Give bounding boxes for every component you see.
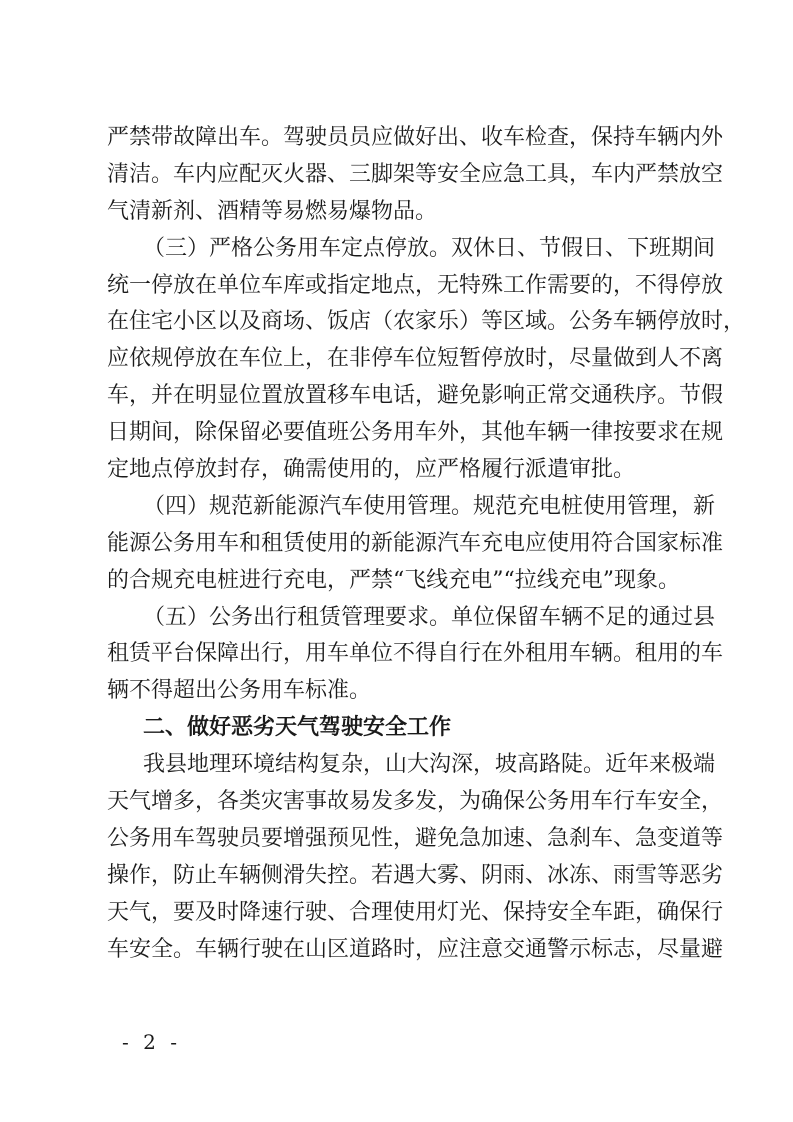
text-line: 天气，要及时降速行驶、合理使用灯光、保持安全车距，确保行 [107,899,724,925]
text-line: 辆不得超出公务用车标准。 [107,678,372,704]
section-heading [107,710,691,747]
text-line: 天气增多，各类灾害事故易发多发，为确保公务用车行车安全， [107,789,724,815]
text-line: 能源公务用车和租赁使用的新能源汽车充电应使用符合国家标准 [107,530,724,556]
text-line: 在住宅小区以及商场、饭店（农家乐）等区域。公务车辆停放时， [107,309,746,335]
paragraph [107,489,724,600]
text-line: 公务用车驾驶员要增强预见性，避免急加速、急刹车、急变道等 [107,825,724,851]
text-line: 操作，防止车辆侧滑失控。若遇大雾、阴雨、冰冻、雨雪等恶劣 [107,862,724,888]
text-line: （四）规范新能源汽车使用管理。规范充电桩使用管理，新 [143,493,716,519]
text-line: 统一停放在单位车库或指定地点，无特殊工作需要的，不得停放 [107,272,724,298]
text-line: 清洁。车内应配灭火器、三脚架等安全应急工具，车内严禁放空 [107,161,724,187]
text-line: （五）公务出行租赁管理要求。单位保留车辆不足的通过县 [143,604,716,630]
text-line: 应依规停放在车位上，在非停车位短暂停放时，尽量做到人不离 [107,346,724,372]
text-line: 二、做好恶劣天气驾驶安全工作 [143,715,452,741]
text-line: 车安全。车辆行驶在山区道路时，应注意交通警示标志，尽量避 [107,936,724,962]
paragraph [107,231,746,489]
text-line: 的合规充电桩进行充电，严禁“飞线充电”“拉线充电”现象。 [107,567,680,593]
text-line: 气清新剂、酒精等易燃易爆物品。 [107,198,438,224]
document-body [107,120,746,968]
text-line: （三）严格公务用车定点停放。双休日、节假日、下班期间 [143,235,716,261]
text-line: 车，并在明显位置放置移车电话，避免影响正常交通秩序。节假 [107,383,724,409]
paragraph [107,120,724,231]
page-number: - 2 - [122,1030,181,1054]
text-line: 我县地理环境结构复杂，山大沟深，坡高路陡。近年来极端 [143,752,716,778]
text-line: 租赁平台保障出行，用车单位不得自行在外租用车辆。租用的车 [107,641,724,667]
text-line: 定地点停放封存，确需使用的，应严格履行派遣审批。 [107,457,636,483]
paragraph [107,747,724,968]
paragraph [107,600,724,711]
text-line: 日期间，除保留必要值班公务用车外，其他车辆一律按要求在规 [107,420,724,446]
text-line: 严禁带故障出车。驾驶员员应做好出、收车检查，保持车辆内外 [107,125,724,150]
